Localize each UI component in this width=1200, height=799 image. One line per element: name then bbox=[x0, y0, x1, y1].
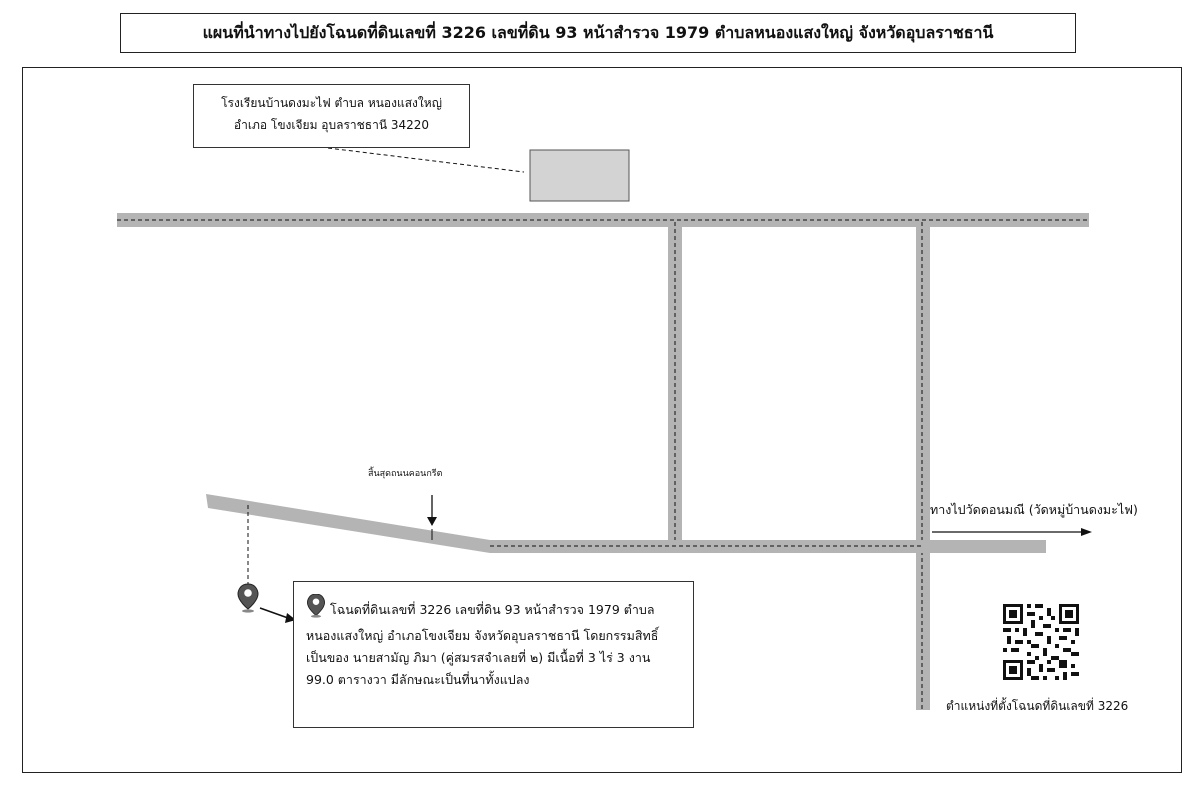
plot-line-2: หนองแสงใหญ่ อำเภอโขงเจียม จังหวัดอุบลราชธานี โดยกรรมสิทธิ์ bbox=[306, 628, 659, 643]
qr-code-icon bbox=[1003, 604, 1079, 680]
road-vertical-2 bbox=[916, 227, 930, 710]
plot-text-1: โฉนดที่ดินเลขที่ 3226 เลขที่ดิน 93 หน้าสำรวจ 1979 ตำบล bbox=[330, 602, 655, 617]
road-end-label: สิ้นสุดถนนคอนกรีต bbox=[368, 469, 443, 479]
diagonal-road bbox=[206, 494, 490, 553]
school-name-line1: โรงเรียนบ้านดงมะไฟ ตำบล หนองแสงใหญ่ bbox=[221, 96, 442, 110]
plot-line-4: 99.0 ตารางวา มีลักษณะเป็นที่นาทั้งแปลง bbox=[306, 672, 530, 687]
school-building bbox=[530, 150, 629, 201]
road-end-arrowhead bbox=[427, 517, 437, 526]
qr-caption: ตำแหน่งที่ตั้งโฉนดที่ดินเลขที่ 3226 bbox=[946, 699, 1129, 713]
map-pin-icon bbox=[238, 584, 258, 613]
pin-callout-arrow bbox=[260, 608, 288, 618]
school-name-line2: อำเภอ โขงเจียม อุบลราชธานี 34220 bbox=[233, 118, 430, 132]
school-callout bbox=[193, 84, 470, 148]
map-pin-icon bbox=[306, 594, 326, 625]
plot-callout bbox=[293, 581, 694, 728]
school-leader-line bbox=[328, 148, 524, 172]
direction-label: ทางไปวัดดอนมณี (วัดหมู่บ้านดงมะไฟ) bbox=[930, 502, 1138, 517]
plot-line-3: เป็นของ นายสามัญ ภิมา (คู่สมรสจำเลยที่ ๒) มีเนื้อที่ 3 ไร่ 3 งาน bbox=[306, 650, 651, 665]
direction-arrowhead bbox=[1081, 528, 1092, 536]
lower-road bbox=[490, 540, 1046, 553]
map-title: แผนที่นำทางไปยังโฉนดที่ดินเลขที่ 3226 เลขที่ดิน 93 หน้าสำรวจ 1979 ตำบลหนองแสงใหญ่ จังหวัดอุบลราชธานี bbox=[120, 13, 1076, 53]
plot-line-1 bbox=[306, 594, 685, 625]
